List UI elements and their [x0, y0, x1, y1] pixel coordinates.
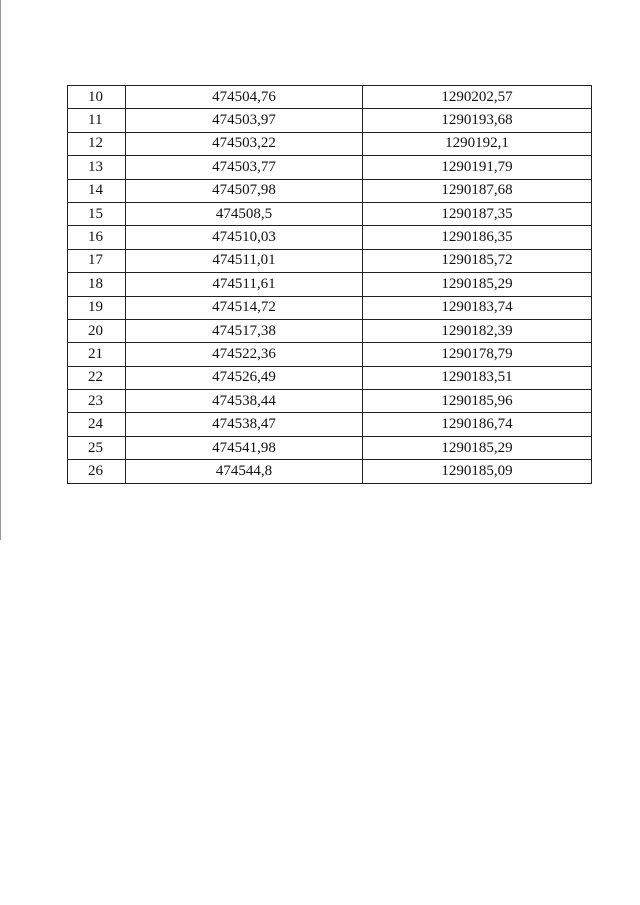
x-coordinate: 474503,97 — [126, 109, 363, 132]
table-row — [68, 109, 592, 132]
table-row — [68, 413, 592, 436]
y-coordinate: 1290183,74 — [363, 296, 592, 319]
point-number: 14 — [68, 179, 126, 202]
table-row — [68, 273, 592, 296]
y-coordinate: 1290185,29 — [363, 436, 592, 459]
y-coordinate: 1290182,39 — [363, 319, 592, 342]
y-coordinate: 1290183,51 — [363, 366, 592, 389]
x-coordinate: 474541,98 — [126, 436, 363, 459]
x-coordinate: 474511,01 — [126, 249, 363, 272]
coordinates-table — [67, 85, 592, 484]
table-row — [68, 249, 592, 272]
y-coordinate: 1290186,74 — [363, 413, 592, 436]
y-coordinate: 1290191,79 — [363, 156, 592, 179]
table-row — [68, 343, 592, 366]
table-row — [68, 366, 592, 389]
table-row — [68, 132, 592, 155]
point-number: 15 — [68, 202, 126, 225]
y-coordinate: 1290202,57 — [363, 86, 592, 109]
point-number: 21 — [68, 343, 126, 366]
table-row — [68, 226, 592, 249]
point-number: 11 — [68, 109, 126, 132]
y-coordinate: 1290187,68 — [363, 179, 592, 202]
x-coordinate: 474522,36 — [126, 343, 363, 366]
point-number: 23 — [68, 390, 126, 413]
x-coordinate: 474504,76 — [126, 86, 363, 109]
point-number: 20 — [68, 319, 126, 342]
table-row — [68, 436, 592, 459]
table-row — [68, 179, 592, 202]
point-number: 18 — [68, 273, 126, 296]
x-coordinate: 474511,61 — [126, 273, 363, 296]
scan-edge-line — [0, 0, 1, 540]
x-coordinate: 474517,38 — [126, 319, 363, 342]
table-row — [68, 202, 592, 225]
x-coordinate: 474514,72 — [126, 296, 363, 319]
y-coordinate: 1290186,35 — [363, 226, 592, 249]
x-coordinate: 474538,47 — [126, 413, 363, 436]
x-coordinate: 474510,03 — [126, 226, 363, 249]
point-number: 10 — [68, 86, 126, 109]
y-coordinate: 1290185,72 — [363, 249, 592, 272]
table-row — [68, 390, 592, 413]
x-coordinate: 474507,98 — [126, 179, 363, 202]
y-coordinate: 1290185,96 — [363, 390, 592, 413]
point-number: 12 — [68, 132, 126, 155]
point-number: 25 — [68, 436, 126, 459]
point-number: 19 — [68, 296, 126, 319]
y-coordinate: 1290187,35 — [363, 202, 592, 225]
x-coordinate: 474544,8 — [126, 460, 363, 483]
x-coordinate: 474508,5 — [126, 202, 363, 225]
point-number: 17 — [68, 249, 126, 272]
y-coordinate: 1290192,1 — [363, 132, 592, 155]
x-coordinate: 474503,77 — [126, 156, 363, 179]
point-number: 24 — [68, 413, 126, 436]
point-number: 16 — [68, 226, 126, 249]
x-coordinate: 474503,22 — [126, 132, 363, 155]
table-row — [68, 296, 592, 319]
table-row — [68, 319, 592, 342]
point-number: 26 — [68, 460, 126, 483]
point-number: 13 — [68, 156, 126, 179]
y-coordinate: 1290185,29 — [363, 273, 592, 296]
table-row — [68, 86, 592, 109]
table-row — [68, 460, 592, 483]
point-number: 22 — [68, 366, 126, 389]
y-coordinate: 1290185,09 — [363, 460, 592, 483]
x-coordinate: 474538,44 — [126, 390, 363, 413]
y-coordinate: 1290178,79 — [363, 343, 592, 366]
y-coordinate: 1290193,68 — [363, 109, 592, 132]
x-coordinate: 474526,49 — [126, 366, 363, 389]
table-row — [68, 156, 592, 179]
